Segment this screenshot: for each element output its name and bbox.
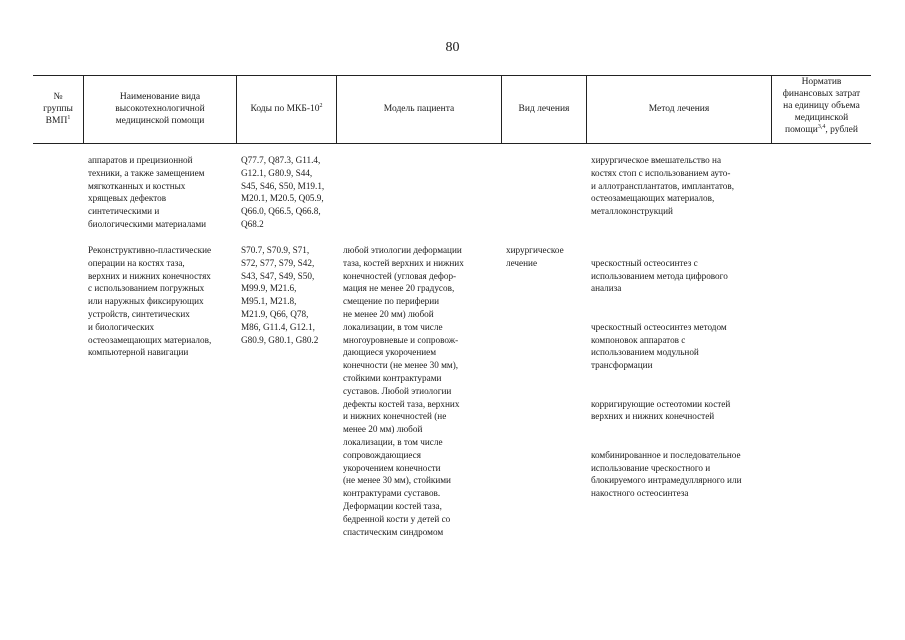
header-icd-codes [237,75,336,143]
method-item: чрескостный остеосинтез методом компоновок аппаратов с использованием модульной трансформации [591,321,727,371]
header-cost-standard-suffix: , рублей [825,125,858,135]
footnote-mark: 3,4 [817,123,826,130]
footnote-mark: 1 [67,114,71,121]
row-2-icd-codes: S70.7, S70.9, S71, S72, S77, S79, S42, S43, S47, S49, S50, M99.9, M21.6, M95.1, M21.8, M21.9, Q66, Q78, M86, G11.4, G12.1, G80.9, G80.1, G80.2 [241,245,319,345]
header-treatment-type [502,75,586,143]
header-treatment-method-text: Метод лечения [648,104,710,114]
header-bottom-rule [33,143,871,144]
row-2-treatment-type: хирургическое лечение [506,245,564,268]
header-care-type-text: Наименование вида высокотехнологичной медицинской помощи [115,92,205,126]
header-care-type [84,75,236,143]
header-group-number-text: № группы ВМП [43,92,73,126]
header-patient-model-text: Модель пациента [383,104,455,114]
header-icd-codes-text: Коды по МКБ-10 [250,104,320,114]
row-1-icd-codes: Q77.7, Q87.3, G11.4, G12.1, G80.9, S44, S45, S46, S50, M19.1, M20.1, M20.5, Q05.9, Q66.0, Q66.5, Q66.8, Q68.2 [241,155,325,229]
method-item: комбинированное и последовательное использование чрескостного и блокируемого интрамедуллярного или накостного остеосинтеза [591,449,742,499]
page-number: 80 [445,40,460,55]
footnote-mark: 2 [319,102,323,109]
header-treatment-type-text: Вид лечения [518,104,570,114]
row-2-care-type: Реконструктивно-пластические операции на костях таза, верхних и нижних конечностях с использованием погружных или наружных фиксирующих устройств, синтетических и биологических остеозамещающих материалов, компьютерной навигации [88,245,212,358]
header-treatment-method [587,75,771,143]
row-2-patient-model: любой этиологии деформации таза, костей верхних и нижних конечностей (угловая дефор- мация не менее 20 градусов, смещение по периферии не менее 20 мм) любой локализации, в том числе многоуровневые и сопровож- дающиеся укорочением конечности (не менее 30 мм), стойкими контрактурами суставов. Любой этиологии дефекты костей таза, верхних и нижних конечностей (не менее 20 мм) любой локализации, в том числе сопровождающиеся укорочением конечности (не менее 30 мм), стойкими контрактурами суставов. Деформации костей таза, бедренной кости у детей со спастическим синдромом [343,245,464,537]
row-1-method: хирургическое вмешательство на костях стоп с использованием ауто- и аллотрансплантатов, имплантатов, остеозамещающих материалов, металлоконструкций [591,155,735,217]
row-2-methods [591,244,773,526]
row-1-care-type: аппаратов и прецизионной техники, а также замещением мягкотканных и костных хрящевых дефектов синтетическими и биологическими материалами [88,155,207,229]
header-patient-model [337,75,501,143]
method-item: корригирующие остеотомии костей верхних и нижних конечностей [591,398,731,422]
method-item: чрескостный остеосинтез с использованием метода цифрового анализа [591,257,728,294]
header-cost-standard-text: Норматив финансовых затрат на единицу объема медицинской помощи [782,77,861,135]
header-group-number [33,75,83,143]
header-cost-standard [772,75,871,143]
